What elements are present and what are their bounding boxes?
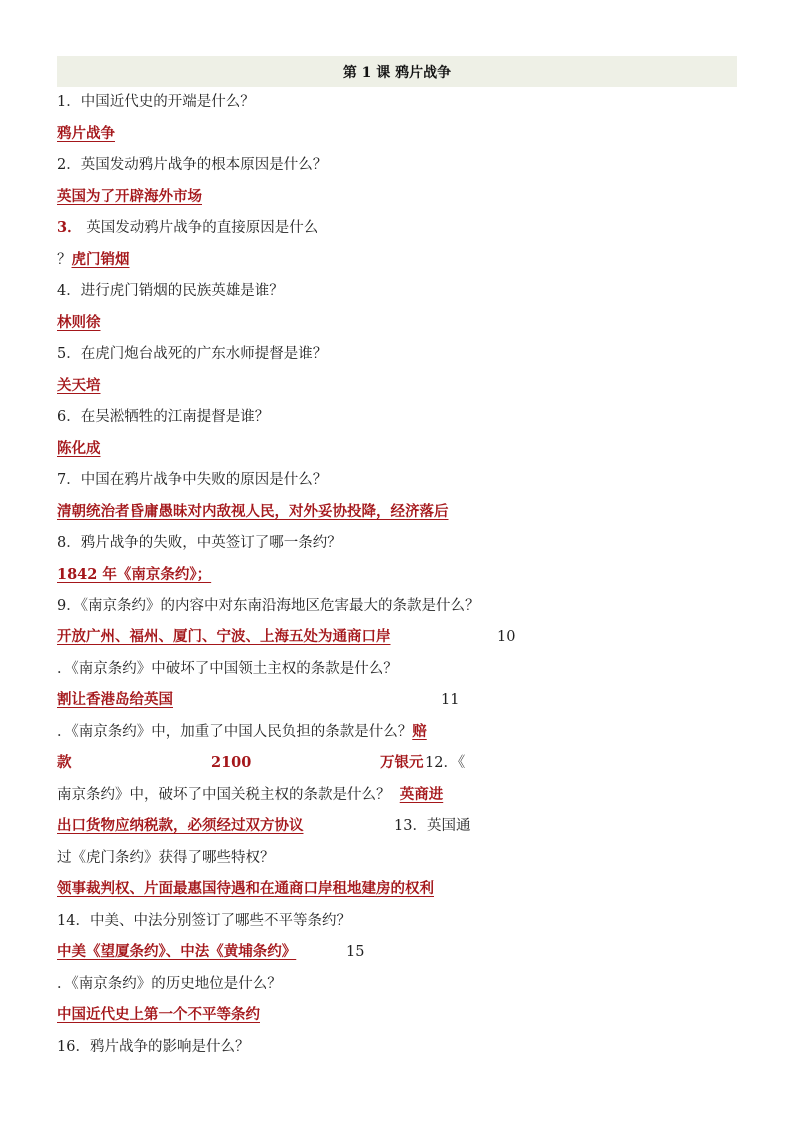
question-13: 过《虎门条约》获得了哪些特权？	[57, 850, 275, 866]
question-11: ．《南京条约》中，加重了中国人民负担的条款是什么？	[57, 724, 413, 740]
lesson-title: 第 1 课 鸦片战争	[342, 64, 452, 81]
lesson-title-bar	[57, 56, 737, 87]
question-3-text: 英国发动鸦片战争的直接原因是什么	[86, 220, 319, 236]
question-15: ．《南京条约》的历史地位是什么？	[57, 976, 282, 992]
question-2: 2．英国发动鸦片战争的根本原因是什么？	[57, 157, 328, 173]
answer-2: 英国为了开辟海外市场	[57, 188, 202, 205]
answer-3: 虎门销烟	[71, 251, 130, 268]
question-10: ．《南京条约》中破坏了中国领土主权的条款是什么？	[57, 661, 398, 677]
question-1: 1．中国近代史的开端是什么？	[57, 94, 255, 110]
question-13-number: 13．英国通	[394, 818, 471, 834]
answer-5: 关天培	[57, 377, 101, 394]
question-12-line	[57, 785, 443, 805]
answer-12: 出口货物应纳税款，必须经过双方协议	[57, 817, 304, 834]
question-5: 5．在虎门炮台战死的广东水师提督是谁？	[57, 346, 328, 362]
question-3	[57, 218, 318, 238]
answer-4: 林则徐	[57, 314, 101, 331]
question-10-number: 10	[497, 629, 516, 645]
question-3-number: 3．	[57, 219, 82, 236]
answer-9: 开放广州、福州、厦门、宁波、上海五处为通商口岸	[57, 628, 391, 645]
answer-7: 清朝统治者昏庸愚昧对内敌视人民，对外妥协投降，经济落后	[57, 503, 449, 520]
question-15-number: 15	[346, 944, 365, 960]
question-11-number: 11	[441, 692, 460, 708]
question-6: 6．在吴淞牺牲的江南提督是谁？	[57, 409, 270, 425]
answer-15: 中国近代史上第一个不平等条约	[57, 1006, 260, 1023]
question-12-number: 12．《	[425, 755, 466, 771]
answer-11-part-3: 万银元	[380, 754, 424, 771]
question-16: 16．鸦片战争的影响是什么？	[57, 1039, 250, 1055]
answer-1: 鸦片战争	[57, 125, 115, 142]
answer-11-start: 赔	[412, 723, 427, 740]
answer-11-amount: 2100	[211, 754, 252, 771]
answer-11-part-1: 款	[57, 754, 72, 771]
answer-6: 陈化成	[57, 440, 101, 457]
question-11-line	[57, 722, 427, 742]
question-12: 南京条约》中，破坏了中国关税主权的条款是什么？	[57, 787, 391, 803]
answer-14: 中美《望厦条约》、中法《黄埔条约》	[57, 943, 297, 960]
question-14: 14．中美、中法分别签订了哪些不平等条约？	[57, 913, 351, 929]
answer-10: 割让香港岛给英国	[57, 691, 173, 708]
question-9: 9．《南京条约》的内容中对东南沿海地区危害最大的条款是什么？	[57, 598, 480, 614]
question-3-tail: ？	[57, 252, 72, 268]
question-8: 8．鸦片战争的失败，中英签订了哪一条约？	[57, 535, 342, 551]
answer-3-line	[57, 250, 130, 270]
question-4: 4．进行虎门销烟的民族英雄是谁？	[57, 283, 284, 299]
question-7: 7．中国在鸦片战争中失败的原因是什么？	[57, 472, 328, 488]
answer-8: 1842 年《南京条约》；	[57, 566, 212, 583]
answer-13: 领事裁判权、片面最惠国待遇和在通商口岸租地建房的权利	[57, 880, 434, 897]
answer-12-start: 英商进	[399, 786, 444, 803]
